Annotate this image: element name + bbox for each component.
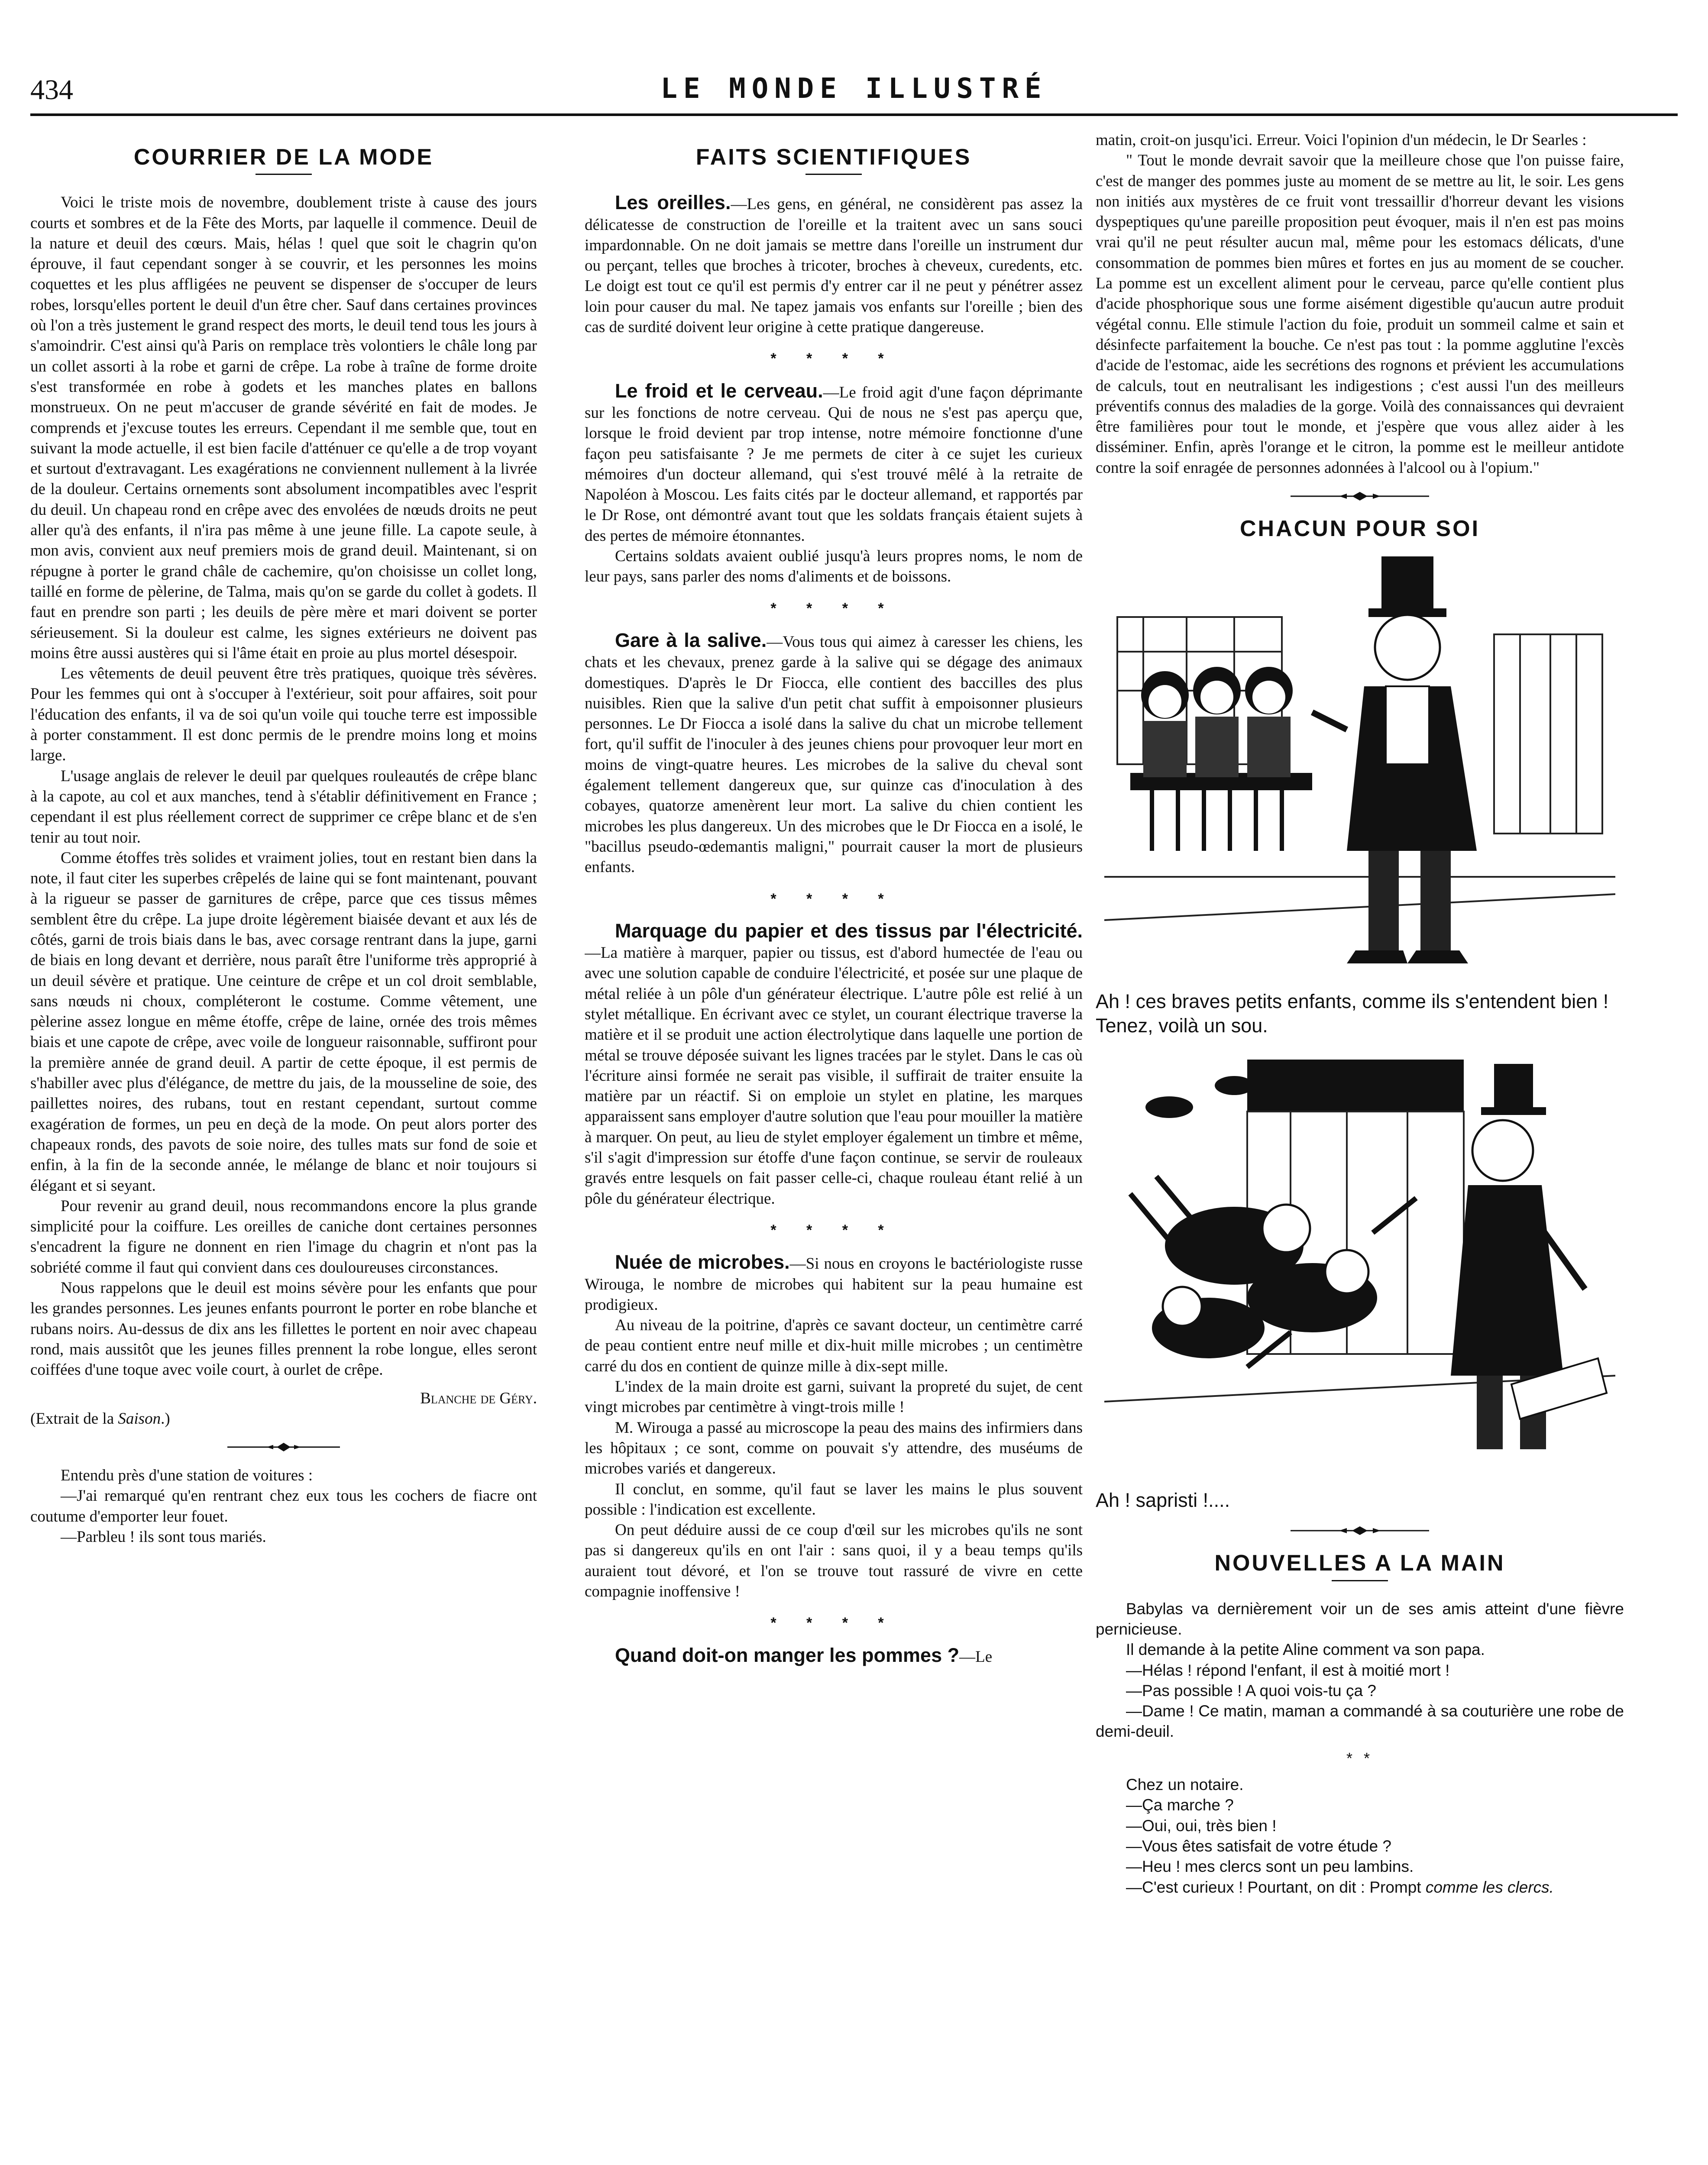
signature: Blanche de Géry.: [420, 1389, 537, 1407]
page-number: 434: [30, 74, 73, 106]
masthead: LE MONDE ILLUSTRÉ: [660, 73, 1048, 105]
article-heading: Gare à la salive.: [615, 629, 767, 651]
article-text: —Les gens, en général, ne considèrent pas assez la délicatesse de construction de l'oreille et la traitent avec un sans souci impardonnable. On ne doit jamais se mettre dans l'oreille un instrument dur ou perçant, telles que broches à tricoter, broches à cheveux, curedents, etc. Le doigt est tout ce qu'il est permis d'y entrer car il ne peut y pénétrer assez loin pour causer du mal. Ne tapez jamais vos enfants sur l'oreille ; bien des cas de surdité doivent leur origine à cette pratique dangereuse.: [585, 195, 1083, 336]
paragraph: matin, croit-on jusqu'ici. Erreur. Voici l'opinion d'un médecin, le Dr Searles :: [1096, 131, 1587, 149]
nouvelle-line: —Heu ! mes clercs sont un peu lambins.: [1126, 1858, 1414, 1876]
nouvelle-last-line: [1096, 1877, 1624, 1897]
paragraph: Les vêtements de deuil peuvent être très pratiques, quoique très sévères. Pour les femmes qui ont à s'occuper à l'extérieur, soit pour affaires, soit pour l'éducation des enfants, il va de soi qu'un voile qui touche terre est impossible à porter constamment. Il est donc permis de le prendre moins long et moins large.: [30, 665, 537, 765]
stars-separator: * * * *: [770, 350, 897, 367]
nouvelle-line: —Ça marche ?: [1126, 1796, 1234, 1814]
article-heading: Les oreilles.: [615, 191, 731, 214]
stars-separator: * * * *: [770, 1615, 897, 1632]
anecdote-line: —J'ai remarqué qu'en rentrant chez eux tous les cochers de fiacre ont coutume d'emporter leur fouet.: [30, 1487, 537, 1525]
stars-separator: * * * *: [770, 1221, 897, 1238]
article-marquage: [585, 921, 1083, 1209]
section-title-faits: FAITS SCIENTIFIQUES: [695, 145, 972, 170]
nouvelle-line: —Hélas ! répond l'enfant, il est à moitié mort !: [1126, 1661, 1450, 1679]
paragraph: L'usage anglais de relever le deuil par quelques rouleautés de crêpe blanc à la capote, au col et aux manches, tend à s'établir définitivement en France ; cependant il est plus réellement correct de supprimer ce crêpe blanc et de s'en tenir au tout noir.: [30, 767, 537, 847]
extract-suffix: .): [161, 1409, 170, 1428]
stars-separator: * * * *: [770, 600, 897, 617]
nouvelle-italic: comme les clercs.: [1425, 1878, 1554, 1896]
header-rule: [30, 113, 1678, 116]
ornament-divider-icon: [1291, 1525, 1429, 1536]
nouvelle-line: —C'est curieux ! Pourtant, on dit : Prompt: [1126, 1878, 1426, 1896]
article-heading: Quand doit-on manger les pommes ?: [615, 1644, 960, 1666]
quote-paragraph: " Tout le monde devrait savoir que la meilleure chose que l'on puisse faire, c'est de manger des pommes juste au moment de se mettre au lit, le soir. Les gens non initiés aux mystères de ce fruit vont tressaillir d'horreur devant les visions dyspeptiques qu'une pareille proposition peut évoquer, mais il n'en est pas moins vrai qu'il ne peut résulter aucun mal, même pour les estomacs délicats, d'une consommation de pommes bien mûres et fortes en jus au moment de se coucher. La pomme est un excellent aliment pour le cerveau, parce qu'elle contient plus d'acide phosphorique sous une forme aisément digestible qu'aucun autre produit végétal connu. Elle stimule l'action du foie, produit un sommeil calme et sain et désinfecte parfaitement la bouche. Ce n'est pas tout : la pomme agglutine l'excès d'acide de l'estomac, aide les secrétions des rognons et prévient les accumulations de calculs, tout en neutralisant les indigestions ; c'est aussi l'un des meilleurs préventifs connus des maladies de la gorge. Voilà des connaissances qui devraient être familières pour tout le monde, et j'espère que vous allez aider à les disséminer. Enfin, après l'orange et le citron, la pomme est le meilleur antidote contre la soif enragée de personnes adonnées à l'alcool ou à l'opium.": [1096, 152, 1624, 477]
extract-note: [30, 1409, 537, 1429]
paragraph: Certains soldats avaient oublié jusqu'à leurs propres noms, le nom de leur pays, sans parler des noms d'aliments et de boissons.: [585, 547, 1083, 586]
article-text: —Si nous en croyons le bactériologiste russe Wirouga, le nombre de microbes qui habitent sur la peau humaine est prodigieux.: [585, 1255, 1083, 1314]
asterism: * *: [1346, 1749, 1374, 1767]
ornament-divider-icon: [1291, 491, 1429, 501]
cartoon-fight-icon: [1104, 1047, 1615, 1480]
article-heading: Le froid et le cerveau.: [615, 379, 823, 402]
nouvelle-line: —Vous êtes satisfait de votre étude ?: [1126, 1837, 1391, 1855]
cartoon-children-icon: [1104, 548, 1615, 981]
article-text: —Le froid agit d'une façon déprimante sur les fonctions de notre cerveau. Qui de nous ne s'est pas aperçu que, lorsque le froid devient par trop intense, notre mémoire fonctionne d'une façon peu satisfaisante ? Je me permets de citer à ce sujet les curieux mémoires d'un docteur allemand, qui s'est trouvé mêlé à la retraite de Napoléon à Moscou. Les faits cités par le docteur allemand, et rapportés par le Dr Rose, ont démontré avant tout que les soldats français étaient sujets à des pertes de mémoire étonnantes.: [585, 383, 1083, 545]
title-rule: [805, 174, 862, 175]
nouvelle-line: —Pas possible ! A quoi vois-tu ça ?: [1126, 1681, 1376, 1700]
article-froid: [585, 381, 1083, 546]
article-text: —Le: [959, 1648, 993, 1666]
title-rule: [256, 174, 312, 175]
anecdote-line: Entendu près d'une station de voitures :: [61, 1467, 313, 1485]
nouvelle-line: Babylas va dernièrement voir un de ses amis atteint d'une fièvre pernicieuse.: [1096, 1600, 1624, 1638]
article-text: —La matière à marquer, papier ou tissus, est d'abord humectée de l'eau ou avec une solution capable de conduire l'électricité, et posée sur une plaque de métal reliée à un pôle d'un générateur électrique. L'autre pôle est relié à un stylet métallique. En écrivant avec ce stylet, un courant électrique traverse la matière et il se produit une action électrolytique dans laquelle une portion de métal se trouve déposée suivant les lignes tracées par le stylet. Dans le cas où l'écriture ainsi formée ne serait pas visible, il suffirait de traiter ensuite la matière par un réactif. Si on emploie un stylet en platine, les marques apparaissent sans employer d'autre solution que l'eau pour mouiller la matière à marquer. On peut, au lieu de stylet employer également un timbre et même, s'il s'agit d'impression sur étoffe d'une façon continue, se servir de rouleaux gravés entre lesquels on fait passer celle-ci, chaque rouleau étant relié à un pôle du générateur électrique.: [585, 944, 1083, 1208]
paragraph: L'index de la main droite est garni, suivant la propreté du sujet, de cent vingt microbes par centimètre à vingt-trois mille !: [585, 1378, 1083, 1416]
article-salive: [585, 630, 1083, 878]
paragraph: Comme étoffes très solides et vraiment jolies, tout en restant bien dans la note, il faut citer les superbes crêpelés de laine qui se font maintenant, pouvant à la rigueur se passer de garnitures de crêpe, parce que ces tissus mêmes semblent être du crêpe. La jupe droite légèrement biaisée devant et aux lés de côtés, garni de trois biais dans le bas, avec corsage rentrant dans la jupe, garni de biais en long devant et derrière, nous paraît être l'uniforme très approprié à un deuil sévère et pratique. Une ceinture de crêpe et un col droit semblable, sans nœuds ni choux, compléteront le costume. Comme vêtement, une pèlerine assez longue en même étoffe, crêpe de laine, ornée des trois mêmes biais et une capote de crêpe, avec voile de longueur raisonnable, suffiront pour la première année de grand deuil. A partir de cette époque, il est permis de s'habiller avec plus d'élégance, de mettre du jais, de la mousseline de soie, des paillettes noires, des rubans, tout en restant cependant, surtout comme exagération de formes, un peu en deçà de la mode. On peut alors porter des chapeaux ronds, des pavots de soie noire, des tulles mats sur fond de soie et enfin, à la fin de la seconde année, le mélange de blanc et noir toujours si élégant et si seyant.: [30, 849, 537, 1195]
article-microbes: [585, 1252, 1083, 1315]
article-oreilles: [585, 192, 1083, 337]
article-pommes: [585, 1645, 1083, 1667]
nouvelles-block: [1096, 1599, 1624, 1897]
paragraph: Au niveau de la poitrine, d'après ce savant docteur, un centimètre carré de peau contient entre neuf mille et dix-huit mille microbes ; un centimètre carré du dos en contient de quinze mille à dix-sept mille.: [585, 1316, 1083, 1375]
nouvelle-line: Il demande à la petite Aline comment va son papa.: [1126, 1641, 1485, 1659]
extract-source: Saison: [118, 1409, 161, 1428]
article-heading: Nuée de microbes.: [615, 1251, 790, 1273]
nouvelle-line: —Oui, oui, très bien !: [1126, 1816, 1277, 1835]
ornament-divider-icon: [227, 1442, 340, 1452]
stars-separator: * * * *: [770, 890, 897, 907]
paragraph: Nous rappelons que le deuil est moins sévère pour les enfants que pour les grandes personnes. Les jeunes enfants pourront le porter en robe blanche et rubans noirs. Au-dessus de dix ans les fillettes le portent en noir avec chapeau rond, mais aussitôt que les jeunes filles prennent la robe longue, elles seront coiffées d'une toque avec voile court, à ourlet de crêpe.: [30, 1279, 537, 1379]
cartoon-title: CHACUN POUR SOI: [1239, 516, 1480, 542]
section-title-nouvelles: NOUVELLES A LA MAIN: [1214, 1551, 1505, 1576]
title-rule: [1332, 1580, 1388, 1581]
anecdote-line: —Parbleu ! ils sont tous mariés.: [61, 1528, 266, 1546]
paragraph: M. Wirouga a passé au microscope la peau des mains des infirmiers dans les hôpitaux ; ce sont, comme on pouvait s'y attendre, des muséums de microbes variés et dangereux.: [585, 1419, 1083, 1478]
column-courrier-de-la-mode: [30, 130, 537, 2165]
cartoon-caption-2: Ah ! sapristi !....: [1096, 1489, 1230, 1512]
paragraph: Voici le triste mois de novembre, doublement triste à cause des jours courts et sombres et de la Fête des Morts, par laquelle il commence. Deuil de la nature et deuil des cœurs. Mais, hélas ! quel que soit le chagrin qu'on éprouve, il faut cependant songer à se couvrir, et les personnes les moins coquettes et les plus affligées ne peuvent se dispenser de s'occuper de leurs robes, lorsqu'elles portent le deuil d'un être cher. Sauf dans certaines provinces où l'on a très justement le grand respect des morts, le deuil tend tous les jours à s'amoindrir. C'est ainsi qu'à Paris on remplace très volontiers le châle long par un collet assorti à la robe et garni de crêpe. La robe à traîne de forme droite s'est transformée en robe à godets et les manches plates en ballons monstrueux. On ne peut m'accuser de grande sévérité en fait de modes. Je comprends et j'excuse toutes les erreurs. Cependant il me semble que, tout en suivant la mode actuelle, il est bien facile d'atténuer ce qu'elle a de trop voyant et surtout d'extravagant. Les exagérations ne conviennent nullement à la livrée de la douleur. Certains ornements sont absolument incompatibles avec l'esprit du deuil. Un chapeau rond en crêpe avec des envolées de nœuds droits ne peut aller qu'à des enfants, il n'ira pas même à une jeune fille. La capote seule, à mon avis, convient aux neuf premiers mois de grand deuil. Maintenant, si on répugne à porter le grand châle de cachemire, qu'on choisisse un collet long, taillé en forme de pèlerine, de Talma, mais qu'on se garde du collet à godets. Il faut en prendre son parti ; les deuils de père mère et mari doivent se porter sérieusement. Si la douleur est calme, les signes extérieurs ne doivent pas moins être aussi austères qui si l'âme était en proie au plus mortel désespoir.: [30, 194, 537, 662]
extract-prefix: (Extrait de la: [30, 1409, 118, 1428]
paragraph: Pour revenir au grand deuil, nous recommandons encore la plus grande simplicité pour la coiffure. Les oreilles de caniche dont certaines personnes s'encadrent la figure ne donnent en rien l'image du chagrin et n'ont pas la sobriété comme il faut qui convient dans ces douloureuses circonstances.: [30, 1197, 537, 1276]
article-heading: Marquage du papier et des tissus par l'électricité.: [615, 919, 1083, 942]
nouvelle-line: —Dame ! Ce matin, maman a commandé à sa couturière une robe de demi-deuil.: [1096, 1702, 1624, 1741]
section-title-courrier: COURRIER DE LA MODE: [133, 145, 434, 170]
paragraph: On peut déduire aussi de ce coup d'œil sur les microbes qu'ils ne sont pas si dangereux qu'ils en ont l'air : sans quoi, il y a beau temps qu'ils auraient tout dévoré, et l'on se trouve tout rassuré de vivre en cette compagnie inoffensive !: [585, 1521, 1083, 1600]
cartoon-caption-1: Ah ! ces braves petits enfants, comme ils s'entendent bien ! Tenez, voilà un sou.: [1096, 990, 1609, 1037]
column-right: [1096, 130, 1624, 2165]
paragraph: Il conclut, en somme, qu'il faut se laver les mains le plus souvent possible : l'indication est excellente.: [585, 1480, 1083, 1519]
nouvelle-line: Chez un notaire.: [1126, 1776, 1244, 1794]
column-faits-scientifiques: [585, 130, 1083, 2165]
article-text: —Vous tous qui aimez à caresser les chiens, les chats et les chevaux, prenez garde à la salive qui se dégage des animaux domestiques. D'après le Dr Fiocca, elle contient des baccilles des plus nuisibles. Rien que la salive d'un petit chat suffit à empoisonner plusieurs personnes. Le Dr Fiocca a isolé dans la salive du chat un microbe tellement fort, qu'il suffit de l'inoculer à des jeunes chiens pour provoquer leur mort en moins de vingt-quatre heures. Les microbes de la salive du cheval sont également tellement dangereux que, sur quinze cas d'inoculation à des cobayes, quatorze amenèrent leur mort. La salive du chien contient les microbes les plus dangereux. Un des microbes que le Dr Fiocca en a isolé, le "bacillus pseudo-œdemantis maligni," pourrait causer la mort de plusieurs enfants.: [585, 633, 1083, 876]
